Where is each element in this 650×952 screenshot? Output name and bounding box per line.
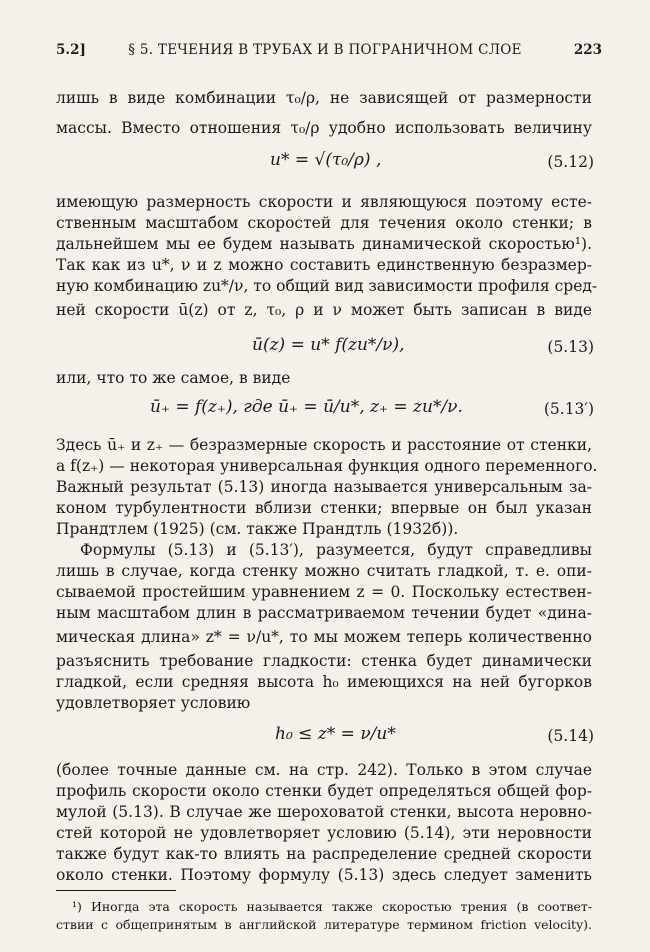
footnote-line: ¹) Иногда эта скорость называется также скоростью трения (в соответ- xyxy=(72,899,592,914)
text-line: дальнейшем мы ее будем называть динамической скоростью¹). xyxy=(56,235,592,253)
page-header xyxy=(0,42,650,66)
equation-number: (5.13) xyxy=(547,338,594,356)
section-number: 5.2] xyxy=(56,42,86,58)
page-number: 223 xyxy=(573,42,602,58)
equation-5-12: u* = √(τ₀/ρ) , xyxy=(270,150,382,170)
text-line: разъяснить требование гладкости: стенка будет динамически xyxy=(56,652,592,670)
equation-number: (5.13′) xyxy=(543,400,594,418)
text-line: около стенки. Поэтому формулу (5.13) здесь следует заменить xyxy=(56,866,592,884)
text-line: или, что то же самое, в виде xyxy=(56,369,291,387)
text-line: коном турбулентности вблизи стенки; впервые он был указан xyxy=(56,499,592,517)
text-line: Формулы (5.13) и (5.13′), разумеется, будут справедливы xyxy=(80,541,592,559)
text-line: удовлетворяет условию xyxy=(56,694,251,712)
text-line: сываемой простейшим уравнением z = 0. Поскольку естествен- xyxy=(56,583,592,601)
text-line: ней скорости ū(z) от z, τ₀, ρ и ν может быть записан в виде xyxy=(56,301,592,319)
text-line: лишь в случае, когда стенку можно считать гладкой, т. е. опи- xyxy=(56,562,592,580)
text-line: имеющую размерность скорости и являющуюся поэтому есте- xyxy=(56,193,592,211)
text-line: мическая длина» z* = ν/u*, то мы можем теперь количественно xyxy=(56,628,592,646)
equation-number: (5.14) xyxy=(547,727,594,745)
text-line: гладкой, если средняя высота h₀ имеющихся на ней бугорков xyxy=(56,673,592,691)
footnote-rule xyxy=(56,890,176,891)
text-line: а f(z₊) — некоторая универсальная функция одного переменного. xyxy=(56,457,598,475)
text-line: профиль скорости около стенки будет определяться общей фор- xyxy=(56,782,592,800)
text-line: (более точные данные см. на стр. 242). Только в этом случае xyxy=(56,761,592,779)
equation-5-14: h₀ ≤ z* = ν/u* xyxy=(275,724,396,744)
equation-number: (5.12) xyxy=(547,153,594,171)
text-line: массы. Вместо отношения τ₀/ρ удобно использовать величину xyxy=(56,119,592,137)
text-line: Прандтлем (1925) (см. также Прандтль (1932б)). xyxy=(56,520,459,538)
text-line: ную комбинацию zu*/ν, то общий вид зависимости профиля сред- xyxy=(56,277,598,295)
text-line: стей которой не удовлетворяет условию (5.14), эти неровности xyxy=(56,824,592,842)
text-line: ственным масштабом скоростей для течения около стенки; в xyxy=(56,214,592,232)
equation-5-13-prime: ū₊ = f(z₊), где ū₊ = ū/u*, z₊ = zu*/ν. xyxy=(150,397,463,417)
equation-5-13: ū(z) = u* f(zu*/ν), xyxy=(252,335,405,355)
text-line: Важный результат (5.13) иногда называется универсальным за- xyxy=(56,478,592,496)
running-title: § 5. ТЕЧЕНИЯ В ТРУБАХ И В ПОГРАНИЧНОМ СЛОЕ xyxy=(128,42,522,58)
text-line: мулой (5.13). В случае же шероховатой стенки, высота неровно- xyxy=(56,803,592,821)
text-line: также будут как-то влиять на распределение средней скорости xyxy=(56,845,592,863)
text-line: лишь в виде комбинации τ₀/ρ, не зависящей от размерности xyxy=(56,89,592,107)
text-line: Так как из u*, ν и z можно составить единственную безразмер- xyxy=(56,256,592,274)
text-line: Здесь ū₊ и z₊ — безразмерные скорость и расстояние от стенки, xyxy=(56,436,592,454)
footnote-line: ствии с общепринятым в английской литературе термином friction velocity). xyxy=(56,917,592,932)
text-line: ным масштабом длин в рассматриваемом течении будет «дина- xyxy=(56,604,592,622)
